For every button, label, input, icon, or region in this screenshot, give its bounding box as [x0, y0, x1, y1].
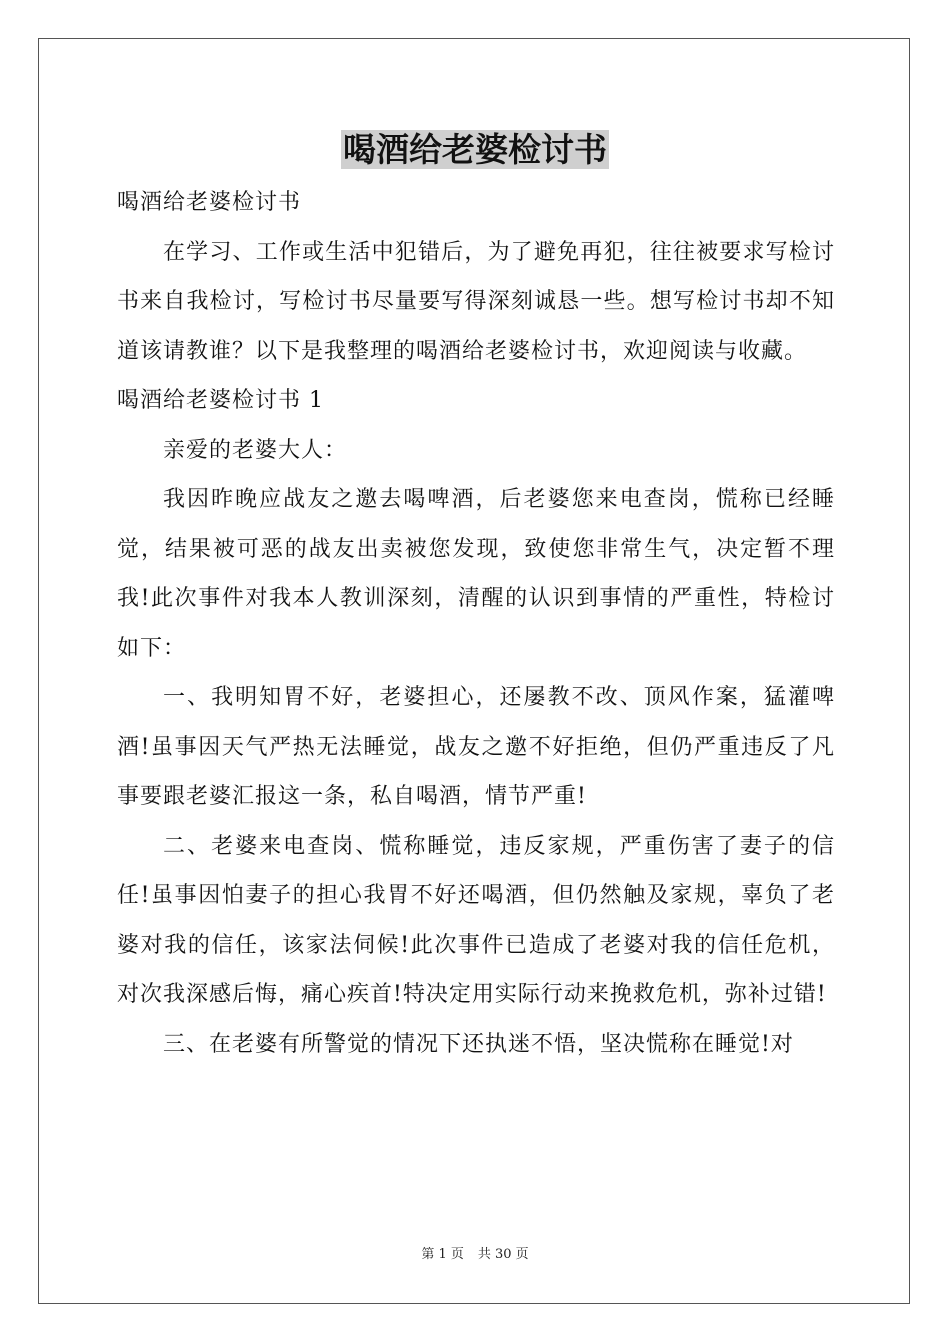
page-footer: [0, 1246, 950, 1264]
paragraph: 三、在老婆有所警觉的情况下还执迷不悟，坚决慌称在睡觉!对: [163, 1031, 794, 1057]
paragraph: 我因昨晚应战友之邀去喝啤酒，后老婆您来电查岗，慌称已经睡觉，结果被可恶的战友出卖被您发现，致使您非常生气，决定暂不理我!此次事件对我本人教训深刻，清醒的认识到事情的严重性，特检讨如下：: [117, 487, 835, 661]
document-title-wrapper: [0, 128, 950, 172]
paragraph: 喝酒给老婆检讨书 1: [117, 388, 324, 413]
document-body: [117, 178, 835, 1069]
document-title: 喝酒给老婆检讨书: [343, 130, 607, 169]
paragraph: 亲爱的老婆大人：: [163, 437, 348, 463]
paragraph: 喝酒给老婆检讨书: [117, 190, 302, 215]
paragraph: 一、我明知胃不好，老婆担心，还屡教不改、顶风作案，猛灌啤酒!虽事因天气严热无法睡觉，战友之邀不好拒绝，但仍严重违反了凡事要跟老婆汇报这一条，私自喝酒，情节严重!: [117, 685, 835, 809]
page-number: 第 1 页: [421, 1247, 464, 1262]
paragraph: 在学习、工作或生活中犯错后，为了避免再犯，往往被要求写检讨书来自我检讨，写检讨书尽量要写得深刻诚恳一些。想写检讨书却不知道该请教谁？以下是我整理的喝酒给老婆检讨书，欢迎阅读与收藏。: [117, 239, 835, 364]
paragraph: 二、老婆来电查岗、慌称睡觉，违反家规，严重伤害了妻子的信任!虽事因怕妻子的担心我胃不好还喝酒，但仍然触及家规，辜负了老婆对我的信任，该家法伺候!此次事件已造成了老婆对我的信任危机，对次我深感后悔，痛心疾首!特决定用实际行动来挽救危机，弥补过错!: [117, 833, 835, 1007]
page-total: 共 30 页: [477, 1247, 529, 1262]
